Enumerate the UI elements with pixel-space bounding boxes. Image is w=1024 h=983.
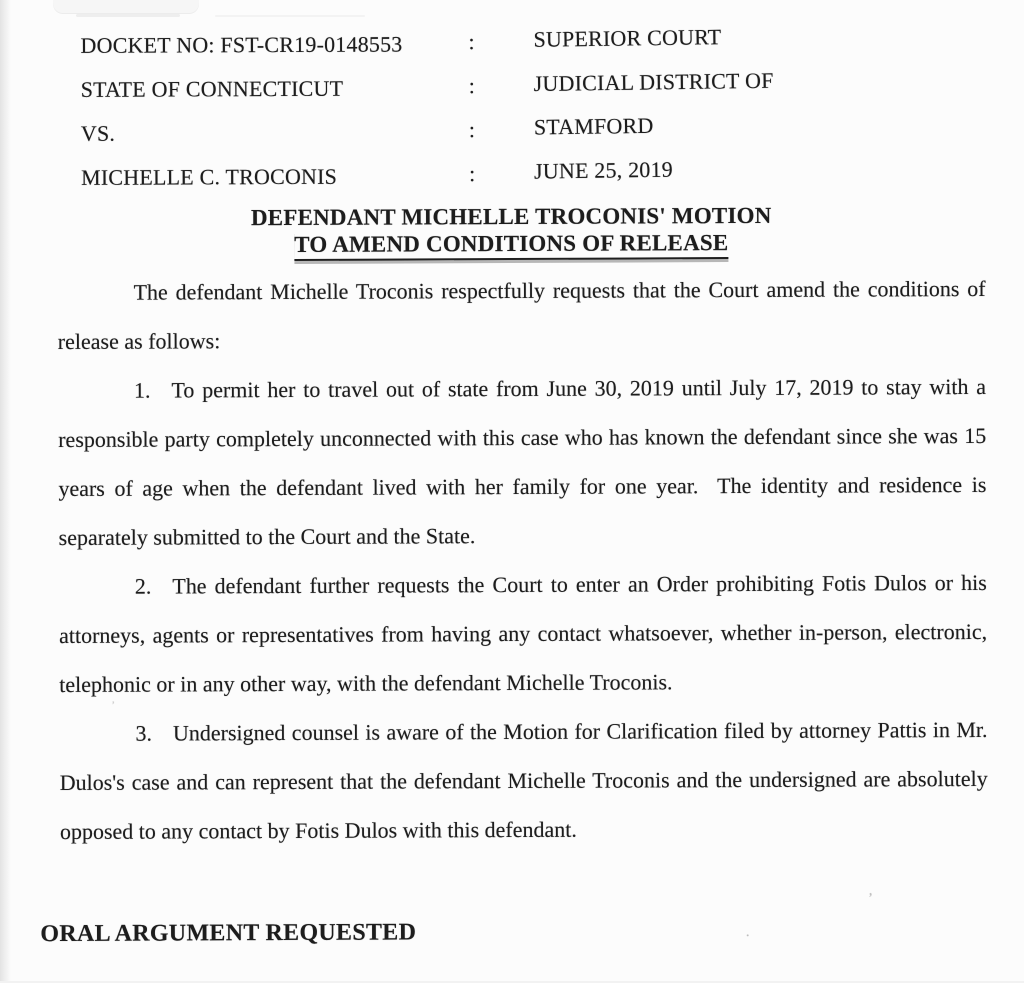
paragraph-text: Undersigned counsel is aware of the Motion for Clarification filed by attorney Pattis in Mr. Dulos's case and can represent that the defendant Michelle Troconis and the undersigned are absolutely opposed to any contact by Fotis Dulos with this defendant. bbox=[59, 716, 988, 844]
motion-title-line2 bbox=[0, 228, 1023, 262]
colon-separator: : bbox=[468, 29, 475, 55]
motion-title bbox=[0, 201, 1023, 262]
docket-number: DOCKET NO: FST-CR19-0148553 bbox=[80, 31, 403, 58]
numbered-paragraph-3 bbox=[59, 705, 988, 856]
paragraph-number: 3. bbox=[135, 720, 153, 746]
plaintiff-name: STATE OF CONNECTICUT bbox=[80, 75, 344, 102]
colon-separator: : bbox=[468, 161, 476, 187]
colon-separator: : bbox=[468, 73, 475, 99]
court-name: SUPERIOR COURT bbox=[533, 24, 722, 52]
colon-separator: : bbox=[468, 117, 476, 143]
versus-label: VS. bbox=[80, 120, 116, 146]
caption-row bbox=[80, 67, 981, 107]
motion-title-line1: DEFENDANT MICHELLE TROCONIS' MOTION bbox=[250, 202, 772, 231]
defendant-name: MICHELLE C. TROCONIS bbox=[81, 163, 338, 190]
scan-speck: ’ bbox=[868, 891, 873, 907]
scan-speck: · bbox=[745, 928, 751, 944]
paragraph-text: To permit her to travel out of state from June 30, 2019 until July 17, 2019 to stay with a responsible party completely unconnected with this case who has known the defendant since she was 15 years of age when the defendant lived with her family for one year. The identity and residence is separately submitted to the Court and the State. bbox=[58, 373, 987, 550]
caption-row bbox=[80, 24, 980, 63]
numbered-paragraph-2 bbox=[59, 558, 988, 709]
paragraph-number: 2. bbox=[134, 573, 152, 599]
paragraph-text: The defendant further requests the Court to enter an Order prohibiting Fotis Dulos or his attorneys, agents or representatives from having any contact whatsoever, whether in-person, electronic, telephonic or in any other way, with the defendant Michelle Troconis. bbox=[59, 569, 988, 697]
oral-argument-notice: ORAL ARGUMENT REQUESTED bbox=[40, 919, 417, 948]
caption-row bbox=[80, 112, 981, 151]
district-city: STAMFORD bbox=[533, 112, 654, 140]
caption-row bbox=[81, 156, 981, 195]
judicial-district-label: JUDICIAL DISTRICT OF bbox=[533, 67, 774, 97]
filing-date: JUNE 25, 2019 bbox=[533, 156, 674, 184]
numbered-paragraph-1 bbox=[58, 362, 987, 562]
intro-paragraph: The defendant Michelle Troconis respectfully requests that the Court amend the conditions of release as follows: bbox=[57, 275, 986, 354]
scan-speck: ’ bbox=[111, 699, 116, 712]
motion-title-line2-text: TO AMEND CONDITIONS OF RELEASE bbox=[294, 229, 728, 261]
paragraph-number: 1. bbox=[133, 377, 151, 403]
motion-body bbox=[57, 264, 988, 856]
